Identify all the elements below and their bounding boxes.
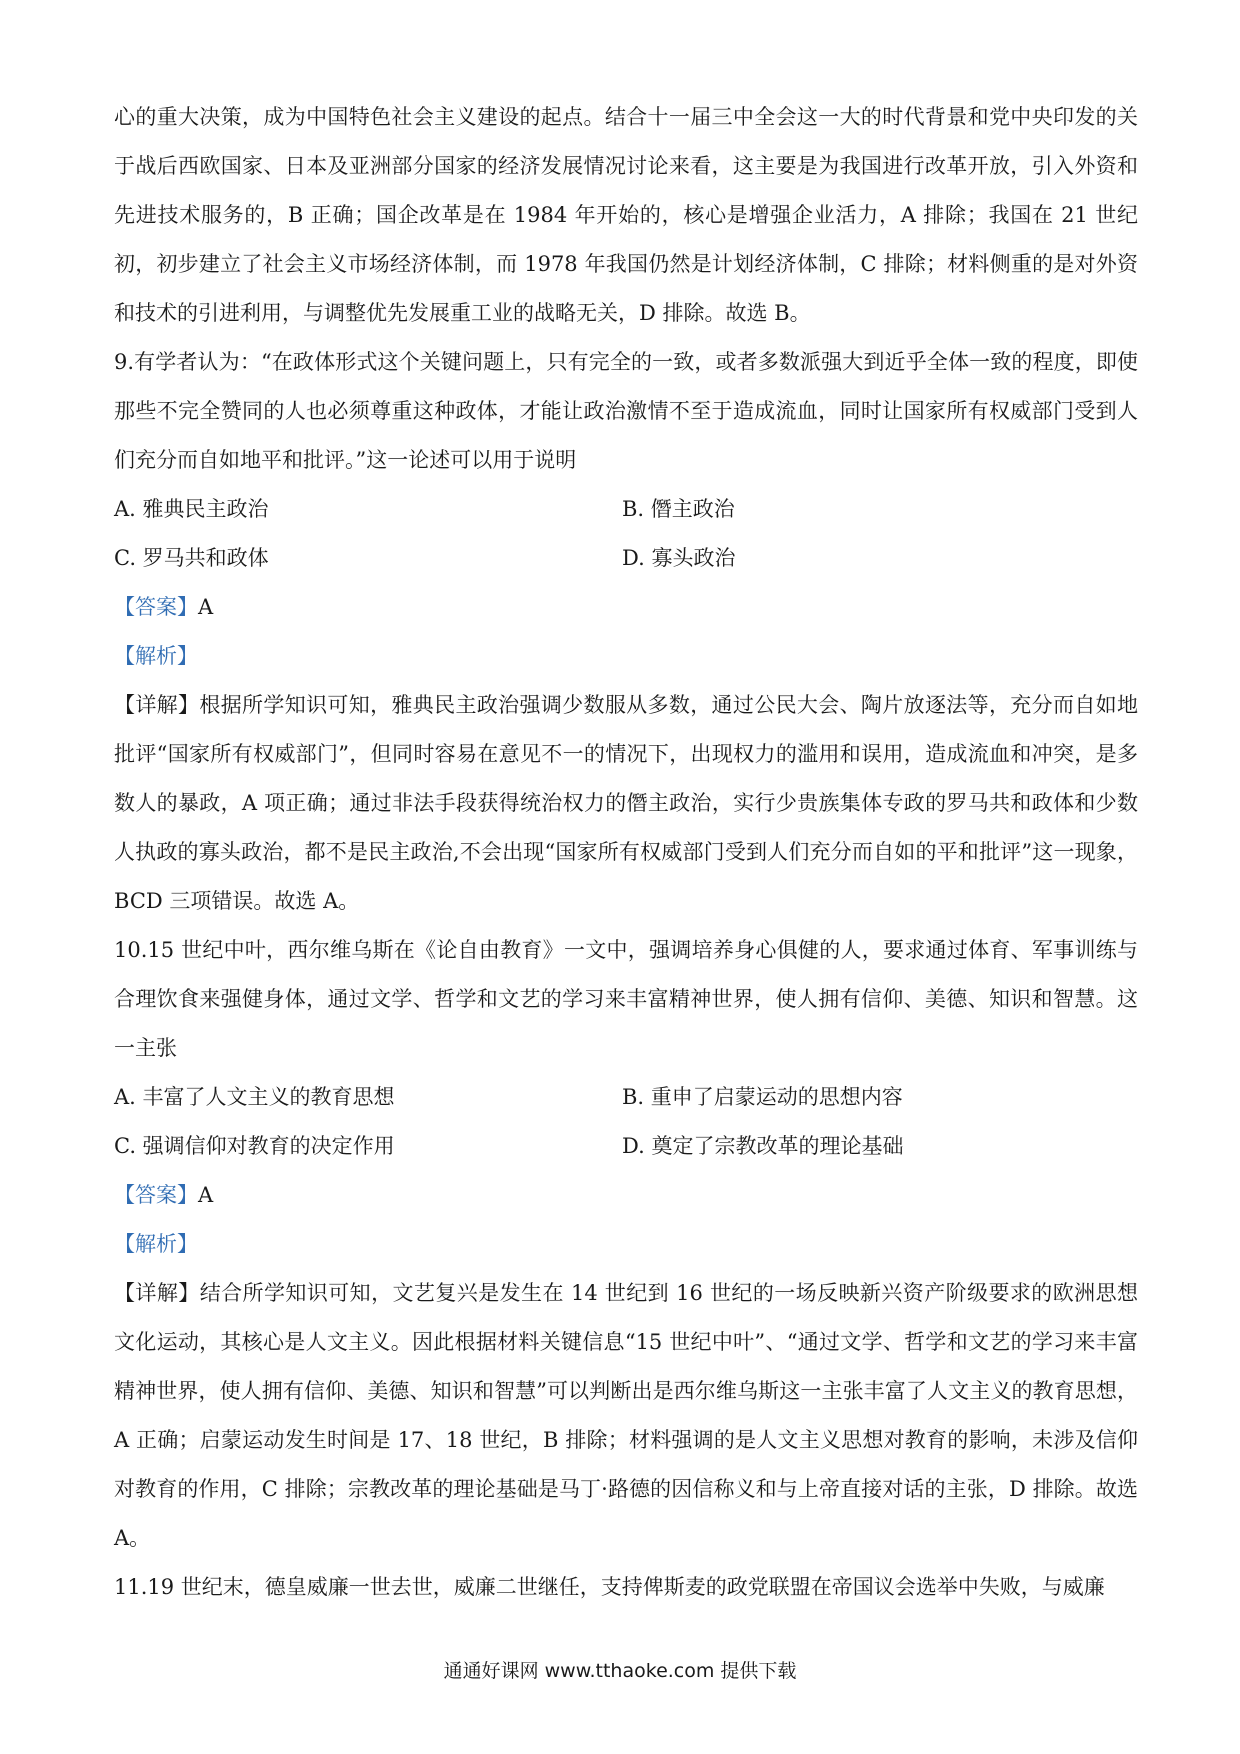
q9-detail-text: 根据所学知识可知，雅典民主政治强调少数服从多数，通过公民大会、陶片放逐法等，充分而自如地批评“国家所有权威部门”，但同时容易在意见不一的情况下，出现权力的滥用和误用，造成流血和冲突，是多数人的暴政，A 项正确；通过非法手段获得统治权力的僭主政治，实行少贵族集体专政的罗马共和政体和少数人执政的寡头政治，都不是民主政治,不会出现“国家所有权威部门受到人们充分而自如的平和批评”这一现象，BCD 三项错误。故选 A。 [114, 693, 1139, 913]
answer-tag: 【答案】 [114, 595, 198, 619]
detail-tag: 【详解】 [114, 693, 200, 717]
q10-option-c: C. 强调信仰对教育的决定作用 [114, 1134, 395, 1158]
analysis-tag: 【解析】 [114, 644, 198, 668]
q11-stem: 11.19 世纪末，德皇威廉一世去世，威廉二世继任，支持俾斯麦的政党联盟在帝国议会选举中失败，与威廉 [114, 1575, 1105, 1599]
q10-detail-text: 结合所学知识可知，文艺复兴是发生在 14 世纪到 16 世纪的一场反映新兴资产阶级要求的欧洲思想文化运动，其核心是人文主义。因此根据材料关键信息“15 世纪中叶”、“通过文学、哲学和文艺的学习来丰富精神世界，使人拥有信仰、美德、知识和智慧”可以判断出是西尔维乌斯这一主张丰富了人文主义的教育思想，A 正确；启蒙运动发生时间是 17、18 世纪，B 排除；材料强调的是人文主义思想对教育的影响，未涉及信仰对教育的作用，C 排除；宗教改革的理论基础是马丁·路德的因信称义和与上帝直接对话的主张，D 排除。故选 A。 [114, 1281, 1138, 1550]
q9-stem: 9.有学者认为：“在政体形式这个关键问题上，只有完全的一致，或者多数派强大到近乎全体一致的程度，即使那些不完全赞同的人也必须尊重这种政体，才能让政治激情不至于造成流血，同时让国家所有权威部门受到人们充分而自如地平和批评。”这一论述可以用于说明 [114, 350, 1138, 472]
q10-option-b: B. 重申了启蒙运动的思想内容 [622, 1085, 903, 1109]
q9-option-b: B. 僭主政治 [622, 497, 735, 521]
q9-option-c: C. 罗马共和政体 [114, 546, 269, 570]
q10-detail [114, 1269, 1138, 1563]
q9-answer-value: A [198, 595, 214, 619]
detail-tag: 【详解】 [114, 1281, 200, 1305]
q10-answer-value: A [198, 1183, 214, 1207]
q10-option-a: A. 丰富了人文主义的教育思想 [114, 1085, 395, 1109]
q10-analysis [114, 1220, 1138, 1269]
q9-detail [114, 681, 1138, 926]
q9-analysis [114, 632, 1138, 681]
page-content [114, 93, 1138, 1612]
q10-stem: 10.15 世纪中叶，西尔维乌斯在《论自由教育》一文中，强调培养身心俱健的人，要求通过体育、军事训练与合理饮食来强健身体，通过文学、哲学和文艺的学习来丰富精神世界，使人拥有信仰、美德、知识和智慧。这一主张 [114, 938, 1138, 1060]
q10-option-d: D. 奠定了宗教改革的理论基础 [622, 1134, 904, 1158]
page-footer: 通通好课网 www.tthaoke.com 提供下载 [443, 1660, 797, 1682]
analysis-tag: 【解析】 [114, 1232, 198, 1256]
q9-answer [114, 583, 1138, 632]
q9-option-d: D. 寡头政治 [622, 546, 736, 570]
q9-option-a: A. 雅典民主政治 [114, 497, 269, 521]
answer-tag: 【答案】 [114, 1183, 198, 1207]
q8-analysis-continued: 心的重大决策，成为中国特色社会主义建设的起点。结合十一届三中全会这一大的时代背景和党中央印发的关于战后西欧国家、日本及亚洲部分国家的经济发展情况讨论来看，这主要是为我国进行改革开放，引入外资和先进技术服务的，B 正确；国企改革是在 1984 年开始的，核心是增强企业活力，A 排除；我国在 21 世纪初，初步建立了社会主义市场经济体制，而 1978 年我国仍然是计划经济体制，C 排除；材料侧重的是对外资和技术的引进利用，与调整优先发展重工业的战略无关，D 排除。故选 B。 [114, 105, 1138, 325]
q10-options [114, 1073, 1138, 1171]
q10-answer [114, 1171, 1138, 1220]
q9-options [114, 485, 1138, 583]
